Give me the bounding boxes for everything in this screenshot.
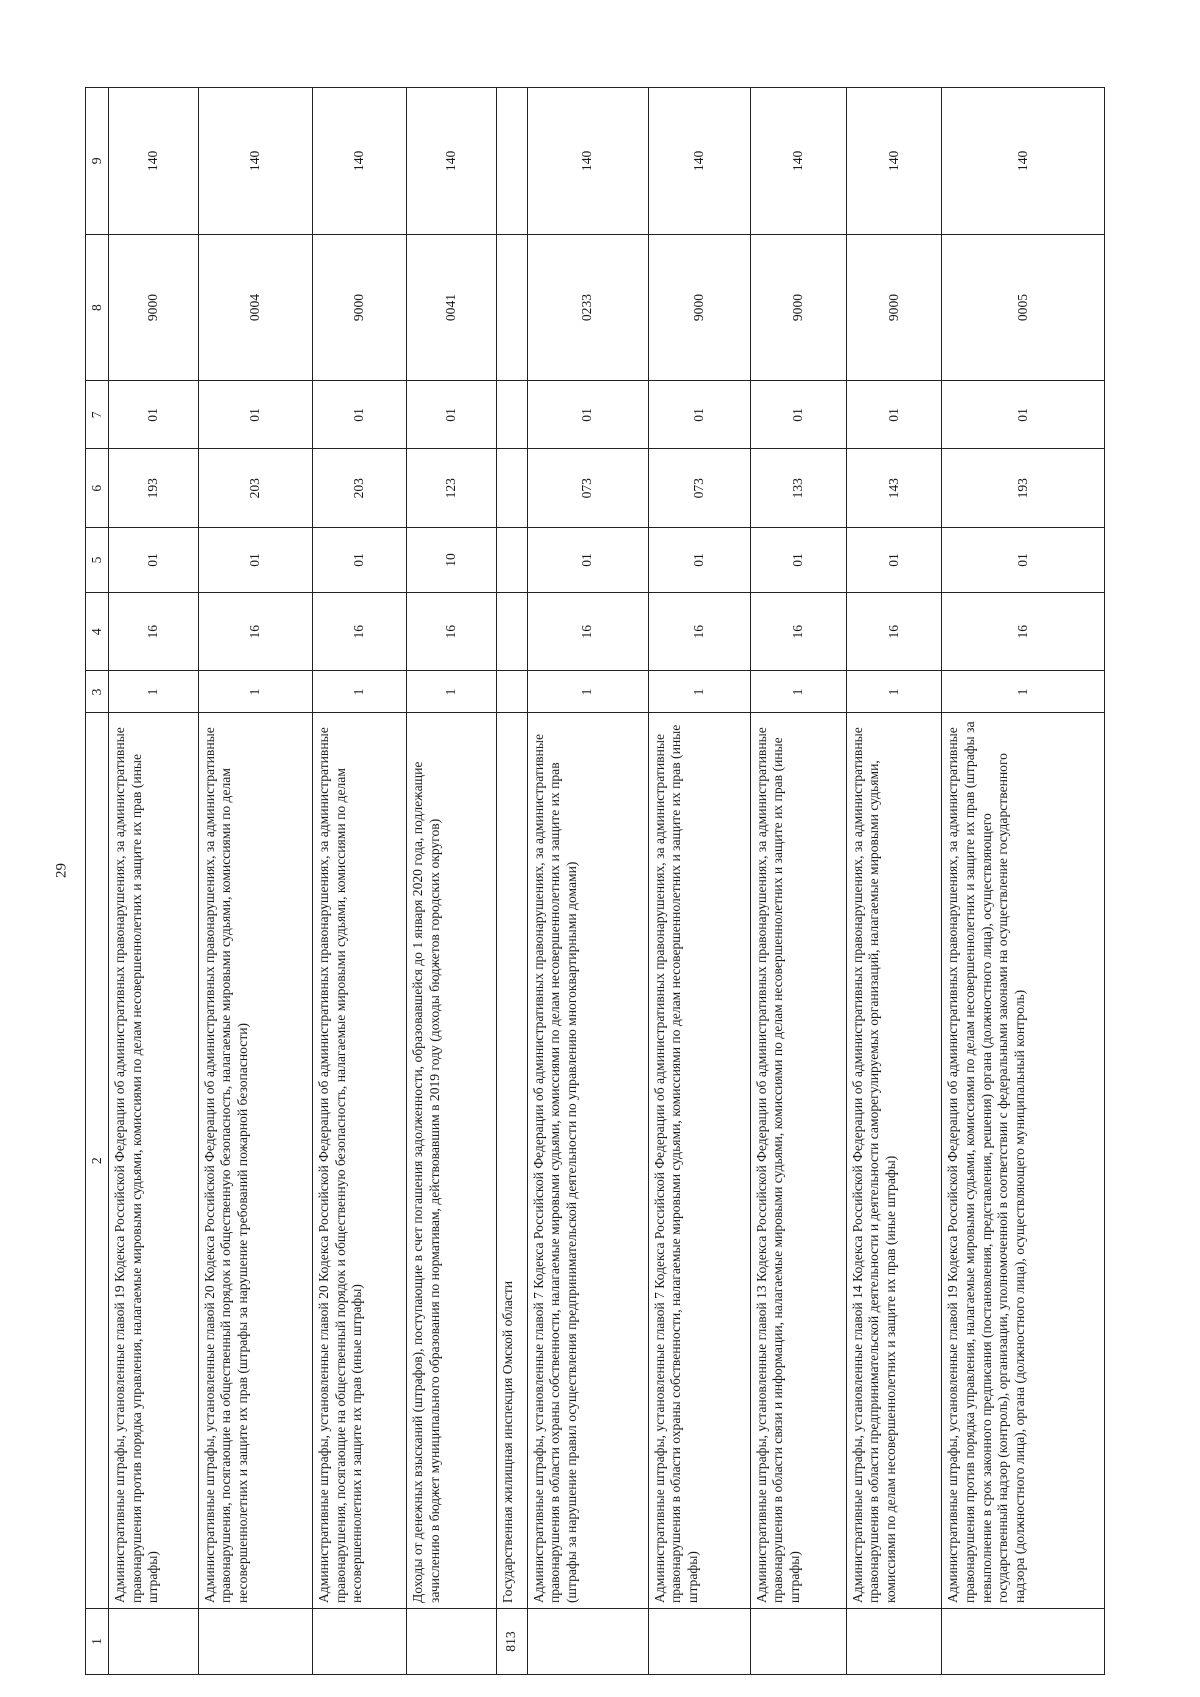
code-cell-5: 01 [527, 528, 648, 593]
description-cell: Административные штрафы, установленные главой 7 Кодекса Российской Федерации об административных правонарушениях, за административные правонарушения в области охраны собственности, налагаемые мировыми судьями, комиссиями по делам несовершеннолетних и защите их прав (штрафы за нарушение правил осуществления предпринимательской деятельности по управлению многоквартирными домами) [527, 713, 648, 1609]
code-cell-9: 140 [750, 88, 846, 235]
description-cell: Доходы от денежных взысканий (штрафов), поступающие в счет погашения задолженности, образовавшейся до 1 января 2020 года, подлежащие зачислению в бюджет муниципального образования по нормативам, действовавшим в 2019 году (доходы бюджетов городских округов) [406, 713, 496, 1609]
code-cell-3: 1 [109, 671, 199, 713]
code-cell-4: 16 [648, 592, 750, 671]
column-header-5: 5 [86, 528, 109, 593]
code-cell-6: 143 [846, 449, 942, 528]
column-header-4: 4 [86, 592, 109, 671]
description-cell: Административные штрафы, установленные главой 20 Кодекса Российской Федерации об административных правонарушениях, за административные правонарушения, посягающие на общественный порядок и общественную безопасность, налагаемые мировыми судьями, комиссиями по делам несовершеннолетних и защите их прав (иные штрафы) [313, 713, 407, 1609]
code-cell-4: 16 [198, 592, 313, 671]
column-header-3: 3 [86, 671, 109, 713]
code-cell-9: 140 [313, 88, 407, 235]
code-cell-5: 01 [846, 528, 942, 593]
code-cell-6: 073 [648, 449, 750, 528]
code-cell-8: 0004 [198, 234, 313, 381]
table-row [942, 88, 1105, 1675]
admin-code-cell [750, 1609, 846, 1675]
code-cell-7: 01 [648, 381, 750, 449]
admin-code-cell [648, 1609, 750, 1675]
code-cell-8: 0005 [942, 234, 1105, 381]
column-header-9: 9 [86, 88, 109, 235]
table-row [109, 88, 199, 1675]
code-cell-3: 1 [942, 671, 1105, 713]
code-cell-4: 16 [109, 592, 199, 671]
code-cell-8: 9000 [109, 234, 199, 381]
code-cell-5 [496, 528, 527, 593]
code-cell-8: 9000 [648, 234, 750, 381]
table-container [85, 87, 1105, 1675]
code-cell-6: 203 [313, 449, 407, 528]
admin-code-cell [109, 1609, 199, 1675]
code-cell-7: 01 [942, 381, 1105, 449]
code-cell-6: 123 [406, 449, 496, 528]
code-cell-7 [496, 381, 527, 449]
code-cell-5: 01 [750, 528, 846, 593]
table-row [313, 88, 407, 1675]
code-cell-3: 1 [750, 671, 846, 713]
description-cell: Административные штрафы, установленные главой 19 Кодекса Российской Федерации об административных правонарушениях, за административные правонарушения против порядка управления, налагаемые мировыми судьями, комиссиями по делам несовершеннолетних и защите их прав (иные штрафы) [109, 713, 199, 1609]
admin-code-cell [198, 1609, 313, 1675]
code-cell-4: 16 [313, 592, 407, 671]
code-cell-7: 01 [527, 381, 648, 449]
code-cell-3 [496, 671, 527, 713]
admin-code-cell [942, 1609, 1105, 1675]
code-cell-7: 01 [846, 381, 942, 449]
table-row [750, 88, 846, 1675]
code-cell-3: 1 [846, 671, 942, 713]
table-row [527, 88, 648, 1675]
admin-code-cell [527, 1609, 648, 1675]
code-cell-7: 01 [406, 381, 496, 449]
table-row [198, 88, 313, 1675]
code-cell-6: 193 [109, 449, 199, 528]
code-cell-9: 140 [198, 88, 313, 235]
table-row [846, 88, 942, 1675]
code-cell-3: 1 [198, 671, 313, 713]
description-cell: Административные штрафы, установленные главой 7 Кодекса Российской Федерации об административных правонарушениях, за административные правонарушения в области охраны собственности, налагаемые мировыми судьями, комиссиями по делам несовершеннолетних и защите их прав (иные штрафы) [648, 713, 750, 1609]
code-cell-5: 01 [198, 528, 313, 593]
code-cell-7: 01 [313, 381, 407, 449]
code-cell-9: 140 [846, 88, 942, 235]
code-cell-3: 1 [527, 671, 648, 713]
description-cell: Административные штрафы, установленные главой 19 Кодекса Российской Федерации об административных правонарушениях, за административные правонарушения против порядка управления, налагаемые мировыми судьями, комиссиями по делам несовершеннолетних и защите их прав (штрафы за невыполнение в срок законного предписания (постановления, представления, решения) органа (должностного лица), осуществляющего государственный надзор (контроль), организации, уполномоченной в соответствии с федеральными законами на осуществление государственного надзора (должностного лица), органа (должностного лица), осуществляющего муниципальный контроль) [942, 713, 1105, 1609]
admin-code-cell [406, 1609, 496, 1675]
column-header-6: 6 [86, 449, 109, 528]
code-cell-3: 1 [313, 671, 407, 713]
description-cell: Административные штрафы, установленные главой 13 Кодекса Российской Федерации об административных правонарушениях, за административные правонарушения в области связи и информации, налагаемые мировыми судьями, комиссиями по делам несовершеннолетних и защите их прав (иные штрафы) [750, 713, 846, 1609]
code-cell-5: 01 [648, 528, 750, 593]
code-cell-5: 01 [313, 528, 407, 593]
admin-code-cell: 813 [496, 1609, 527, 1675]
table-row [648, 88, 750, 1675]
code-cell-4 [496, 592, 527, 671]
column-header-8: 8 [86, 234, 109, 381]
code-cell-8: 9000 [313, 234, 407, 381]
table-row [406, 88, 496, 1675]
code-cell-6: 193 [942, 449, 1105, 528]
description-cell: Административные штрафы, установленные главой 20 Кодекса Российской Федерации об административных правонарушениях, за административные правонарушения, посягающие на общественный порядок и общественную безопасность, налагаемые мировыми судьями, комиссиями по делам несовершеннолетних и защите их прав (штрафы за нарушение требований пожарной безопасности) [198, 713, 313, 1609]
description-cell: Государственная жилищная инспекция Омской области [496, 713, 527, 1609]
code-cell-6: 203 [198, 449, 313, 528]
code-cell-9: 140 [942, 88, 1105, 235]
admin-code-cell [313, 1609, 407, 1675]
code-cell-7: 01 [750, 381, 846, 449]
code-cell-9: 140 [527, 88, 648, 235]
column-header-7: 7 [86, 381, 109, 449]
header-row [86, 88, 109, 1675]
admin-code-cell [846, 1609, 942, 1675]
code-cell-6: 133 [750, 449, 846, 528]
code-cell-3: 1 [406, 671, 496, 713]
code-cell-8 [496, 234, 527, 381]
page-number: 29 [53, 863, 70, 878]
revenue-codes-table [85, 87, 1105, 1675]
table-body [109, 88, 1105, 1675]
code-cell-8: 0041 [406, 234, 496, 381]
code-cell-7: 01 [109, 381, 199, 449]
code-cell-5: 01 [109, 528, 199, 593]
column-header-1: 1 [86, 1609, 109, 1675]
code-cell-3: 1 [648, 671, 750, 713]
code-cell-8: 9000 [750, 234, 846, 381]
code-cell-4: 16 [846, 592, 942, 671]
code-cell-5: 01 [942, 528, 1105, 593]
code-cell-4: 16 [750, 592, 846, 671]
column-header-2: 2 [86, 713, 109, 1609]
code-cell-4: 16 [942, 592, 1105, 671]
code-cell-9 [496, 88, 527, 235]
code-cell-9: 140 [648, 88, 750, 235]
code-cell-9: 140 [109, 88, 199, 235]
description-cell: Административные штрафы, установленные главой 14 Кодекса Российской Федерации об административных правонарушениях, за административные правонарушения в области предпринимательской деятельности и деятельности саморегулируемых организаций, налагаемые мировыми судьями, комиссиями по делам несовершеннолетних и защите их прав (иные штрафы) [846, 713, 942, 1609]
code-cell-8: 0233 [527, 234, 648, 381]
code-cell-8: 9000 [846, 234, 942, 381]
code-cell-6: 073 [527, 449, 648, 528]
table-row [496, 88, 527, 1675]
code-cell-5: 10 [406, 528, 496, 593]
code-cell-9: 140 [406, 88, 496, 235]
code-cell-4: 16 [527, 592, 648, 671]
code-cell-7: 01 [198, 381, 313, 449]
code-cell-4: 16 [406, 592, 496, 671]
code-cell-6 [496, 449, 527, 528]
